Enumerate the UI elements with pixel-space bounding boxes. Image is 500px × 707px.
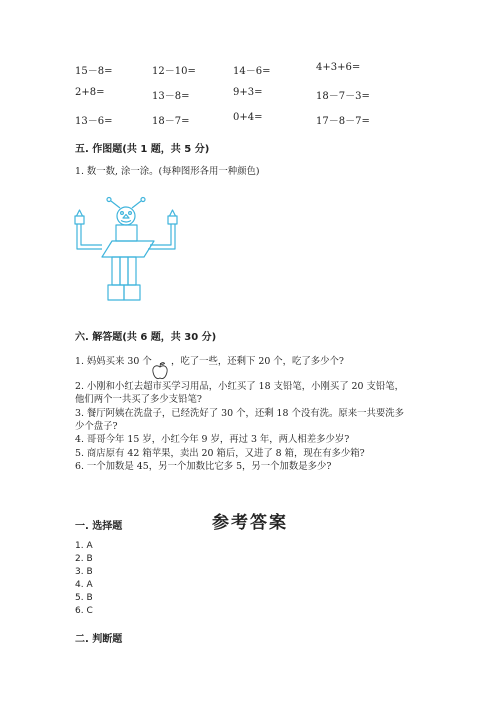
arith-r2-c3: 9+3= [233,87,263,98]
arith-r2-c2: 13－8= [152,91,190,102]
answers-section1-heading: 一. 选择题 [75,521,123,532]
question-2-line1: 2. 小刚和小红去超市买学习用品，小红买了 18 支铅笔，小刚买了 20 支铅笔， [75,381,404,392]
robot-antenna-right [132,201,141,208]
robot-leg-3 [128,257,136,285]
arith-r3-c3: 0+4= [233,112,263,123]
question-4: 4. 哥哥今年 15 岁，小红今年 9 岁，再过 3 年，两人相差多少岁? [75,434,350,445]
arith-r1-c3: 14－6= [233,66,271,77]
robot-foot-left [108,285,124,300]
section5-heading: 五. 作图题(共 1 题，共 5 分) [75,144,210,155]
arith-r3-c2: 18－7= [152,116,190,127]
section5-question-1: 1. 数一数, 涂一涂。(每种图形各用一种颜色) [75,166,260,177]
robot-hand-right [168,216,177,224]
question-6: 6. 一个加数是 45，另一个加数比它多 5，另一个加数是多少? [75,461,332,472]
arith-r3-c4: 17－8－7= [316,116,370,127]
arith-r2-c4: 18－7－3= [316,91,370,102]
arith-r3-c1: 13－6= [75,116,113,127]
question-3-line1: 3. 餐厅阿姨在洗盘子，已经洗好了 30 个，还剩 18 个没有洗。原来一共要洗多 [75,408,404,419]
robot-antenna-left-tip [107,198,111,202]
arith-r1-c2: 12－10= [152,66,196,77]
answer-item: 4. A [75,580,93,590]
answer-key-title: 参考答案 [212,513,288,533]
arith-r1-c1: 15－8= [75,66,113,77]
robot-body-parallelogram [102,241,154,257]
robot-hand-left [75,216,84,224]
question-5: 5. 商店原有 42 箱苹果，卖出 20 箱后，又进了 8 箱，现在有多少箱? [75,448,365,459]
question-3-line2: 少个盘子? [75,421,118,432]
robot-antenna-left [111,201,120,208]
robot-figure [72,196,184,304]
robot-antenna-right-tip [141,198,145,202]
robot-nose-triangle [123,215,129,219]
arith-r1-c4: 4+3+6= [316,62,361,73]
answer-item: 5. B [75,593,93,603]
answers-section2-heading: 二. 判断题 [75,634,123,645]
robot-foot-right [124,285,140,300]
robot-leg-1 [112,257,120,285]
robot-eye-right [129,212,132,215]
section6-heading: 六. 解答题(共 6 题，共 30 分) [75,332,217,343]
robot-mouth [121,221,131,223]
question-1-part2: ，吃了一些，还剩下 20 个，吃了多少个? [171,356,344,367]
question-2-line2: 他们两个一共买了多少支铅笔? [75,394,202,405]
answer-item: 1. A [75,541,93,551]
robot-hand-right-triangle [170,210,176,216]
question-1-part1: 1. 妈妈买来 30 个 [75,356,152,367]
robot-neck-square [116,225,137,241]
arith-r2-c1: 2+8= [75,87,105,98]
answer-item: 3. B [75,567,93,577]
robot-hand-left-triangle [77,210,83,216]
robot-leg-2 [120,257,128,285]
answer-item: 2. B [75,554,93,564]
answer-item: 6. C [75,606,93,616]
robot-arm-left [81,224,102,245]
robot-eye-left [121,212,124,215]
